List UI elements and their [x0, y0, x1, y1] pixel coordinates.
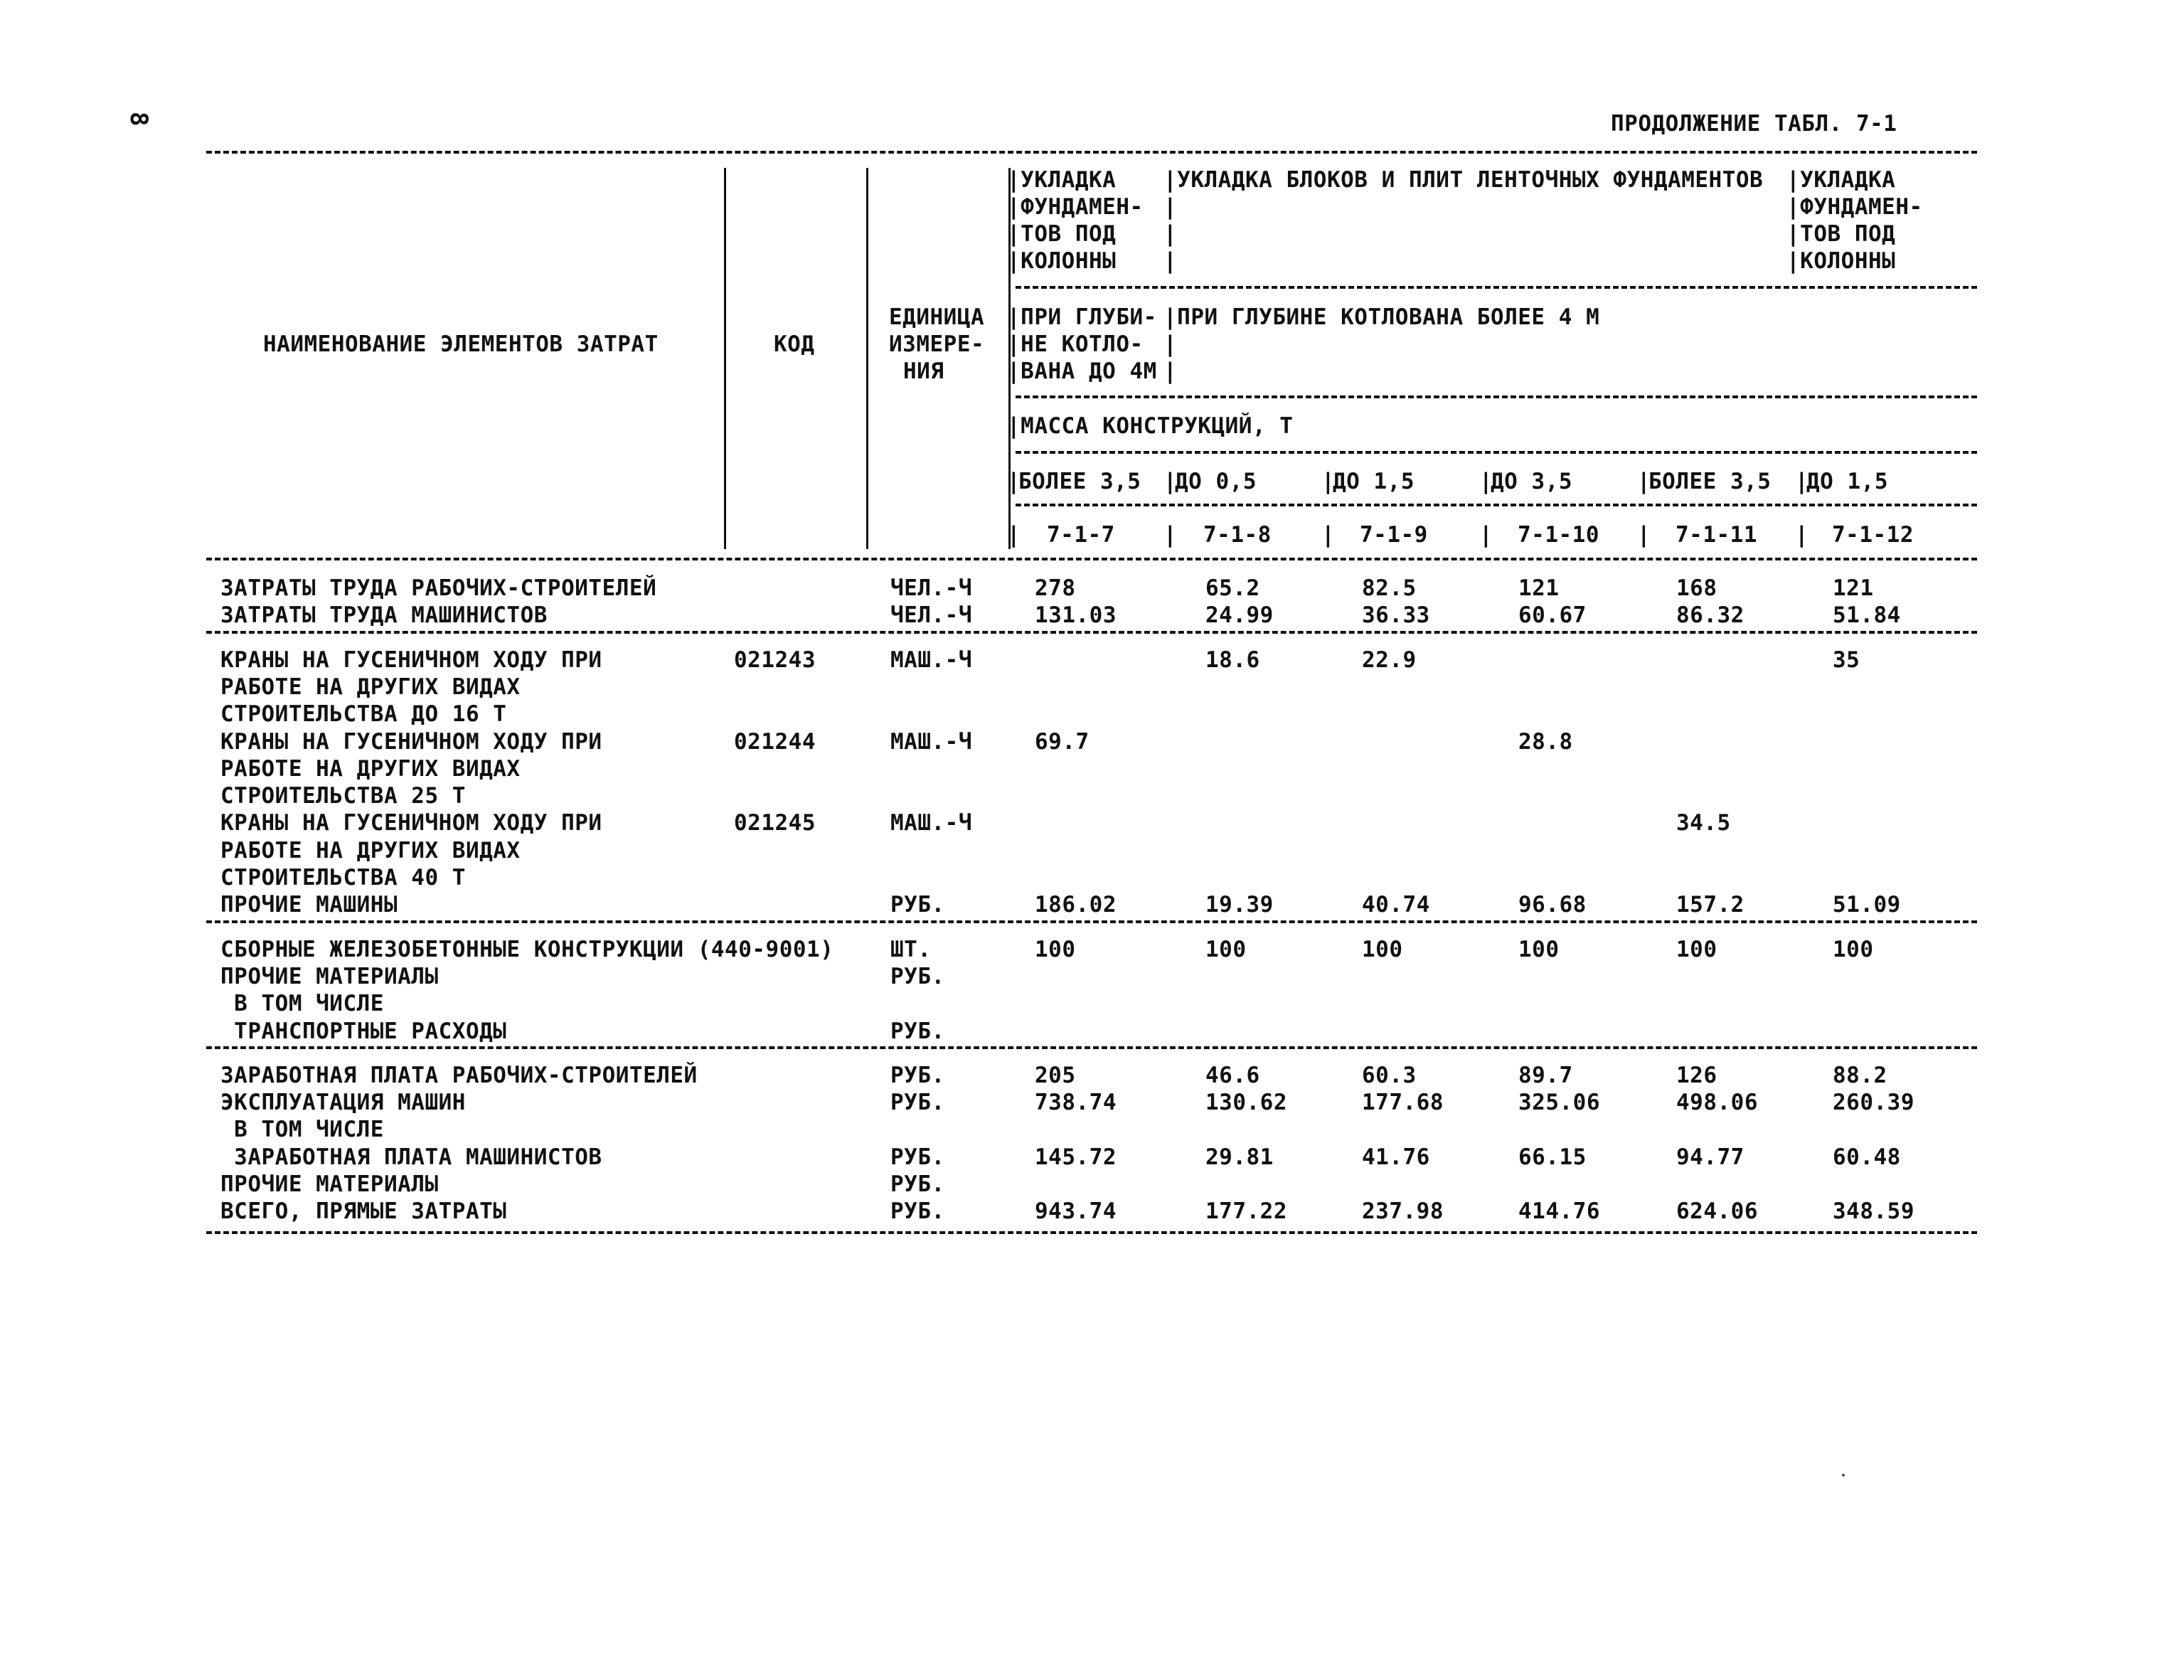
row-name-line: РАБОТЕ НА ДРУГИХ ВИДАХ [220, 674, 521, 700]
row-name-line: В ТОМ ЧИСЛЕ [220, 1117, 384, 1143]
row-value: 41.76 [1362, 1144, 1430, 1170]
code-bar: | [1795, 522, 1809, 548]
depth2-text: ПРИ ГЛУБИНЕ КОТЛОВАНА БОЛЕЕ 4 М [1177, 304, 1600, 330]
group1-text-1: УКЛАДКА [1021, 167, 1117, 193]
range-bar: | [1479, 469, 1493, 494]
group2-text: УКЛАДКА БЛОКОВ И ПЛИТ ЛЕНТОЧНЫХ ФУНДАМЕНТОВ [1177, 167, 1764, 193]
depth1-line-3: |ВАНА ДО 4М [1007, 358, 1157, 384]
row-unit: ЧЕЛ.-Ч [890, 602, 972, 629]
mass-text: МАССА КОНСТРУКЦИЙ, Т [1021, 413, 1294, 439]
code-bar: | [1637, 522, 1651, 548]
row-value: 96.68 [1518, 892, 1587, 918]
row-name-line: ВСЕГО, ПРЯМЫЕ ЗАТРАТЫ [220, 1198, 507, 1225]
section-rule [206, 631, 1977, 634]
row-value: 126 [1676, 1062, 1717, 1088]
row-value: 131.03 [1035, 602, 1117, 629]
row-value: 348.59 [1833, 1198, 1914, 1225]
depth1-text-1: ПРИ ГЛУБИ- [1021, 304, 1157, 330]
row-value: 34.5 [1676, 810, 1731, 836]
range-bar: | [1321, 469, 1336, 494]
row-name-line: ПРОЧИЕ МАТЕРИАЛЫ [220, 1171, 439, 1197]
norm-code: 7-1-7 [1047, 522, 1115, 548]
row-value: 29.81 [1205, 1144, 1274, 1170]
row-name-line: ЗАТРАТЫ ТРУДА РАБОЧИХ-СТРОИТЕЛЕЙ [220, 575, 657, 601]
row-unit: РУБ. [890, 1062, 945, 1088]
row-value: 46.6 [1205, 1062, 1260, 1088]
code-bar: | [1479, 522, 1493, 548]
row-name-line: ЭКСПЛУАТАЦИЯ МАШИН [220, 1090, 466, 1116]
row-value: 35 [1833, 647, 1860, 673]
row-name-line: ПРОЧИЕ МАШИНЫ [220, 892, 398, 918]
row-value: 100 [1205, 936, 1247, 962]
header-rule-ranges [1016, 504, 1977, 506]
row-value: 86.32 [1676, 602, 1744, 629]
row-resource-code: 021243 [734, 647, 816, 673]
row-value: 278 [1035, 575, 1076, 601]
row-value: 36.33 [1362, 602, 1430, 629]
group3-text-4: КОЛОННЫ [1800, 248, 1896, 274]
norm-code: 7-1-8 [1203, 522, 1272, 548]
code-bar: | [1321, 522, 1336, 548]
group3-text-3: ТОВ ПОД [1800, 221, 1896, 247]
row-value: 51.84 [1833, 602, 1901, 629]
table-continuation-title: ПРОДОЛЖЕНИЕ ТАБЛ. 7-1 [1611, 111, 1897, 137]
table-bottom-rule [206, 1231, 1977, 1234]
row-value: 157.2 [1676, 892, 1744, 918]
row-value: 738.74 [1035, 1090, 1117, 1116]
group3-text-2: ФУНДАМЕН- [1800, 194, 1923, 220]
row-resource-code: 021245 [734, 810, 816, 836]
page-number: 8 [124, 112, 153, 127]
row-value: 100 [1035, 936, 1076, 962]
range-label: ДО 1,5 [1333, 469, 1415, 494]
row-value: 51.09 [1833, 892, 1901, 918]
row-unit: РУБ. [890, 1198, 945, 1225]
norm-code: 7-1-10 [1518, 522, 1599, 548]
row-value: 205 [1035, 1062, 1076, 1088]
range-bar: | [1163, 469, 1178, 494]
row-value: 121 [1833, 575, 1874, 601]
row-name-line: ЗАТРАТЫ ТРУДА МАШИНИСТОВ [220, 602, 548, 629]
row-name-line: КРАНЫ НА ГУСЕНИЧНОМ ХОДУ ПРИ [220, 810, 602, 836]
group2-bar-4: | [1163, 248, 1178, 274]
norm-code: 7-1-12 [1832, 522, 1914, 548]
depth1-line-1: |ПРИ ГЛУБИ- [1007, 304, 1157, 330]
row-name-line: СТРОИТЕЛЬСТВА 40 Т [220, 865, 466, 890]
header-col-unit-line-1: ЕДИНИЦА [889, 304, 985, 330]
row-name-line: СБОРНЫЕ ЖЕЛЕЗОБЕТОННЫЕ КОНСТРУКЦИИ (440-9001) [220, 936, 834, 962]
mass-header: |МАССА КОНСТРУКЦИЙ, Т [1007, 413, 1294, 439]
row-name-line: СТРОИТЕЛЬСТВА ДО 16 Т [220, 701, 507, 728]
row-name-line: ЗАРАБОТНАЯ ПЛАТА МАШИНИСТОВ [220, 1144, 602, 1170]
row-name-line: ЗАРАБОТНАЯ ПЛАТА РАБОЧИХ-СТРОИТЕЛЕЙ [220, 1062, 698, 1088]
row-value: 60.67 [1518, 602, 1587, 629]
header-col-code: КОД [774, 331, 815, 357]
row-name-line: ПРОЧИЕ МАТЕРИАЛЫ [220, 963, 439, 989]
row-name-line: В ТОМ ЧИСЛЕ [220, 991, 384, 1017]
group1-line-3: |ТОВ ПОД [1007, 221, 1117, 247]
group1-text-3: ТОВ ПОД [1021, 221, 1117, 247]
row-value: 943.74 [1035, 1198, 1117, 1225]
norm-code: 7-1-9 [1360, 522, 1428, 548]
code-bar: | [1007, 522, 1021, 548]
range-label: БОЛЕЕ 3,5 [1648, 469, 1772, 494]
row-unit: РУБ. [890, 1090, 945, 1116]
group2-bar-2: | [1163, 194, 1178, 220]
section-rule [206, 1046, 1977, 1049]
row-value: 498.06 [1676, 1090, 1758, 1116]
row-name-line: СТРОИТЕЛЬСТВА 25 Т [220, 783, 466, 809]
row-unit: РУБ. [890, 1018, 945, 1044]
row-name-line: РАБОТЕ НА ДРУГИХ ВИДАХ [220, 755, 521, 782]
row-value: 100 [1518, 936, 1560, 962]
depth2-bar-2: | [1163, 331, 1178, 357]
row-name-line: ТРАНСПОРТНЫЕ РАСХОДЫ [220, 1018, 507, 1044]
group3-line-1: |УКЛАДКА [1786, 167, 1896, 193]
row-value: 121 [1518, 575, 1560, 601]
depth1-text-2: НЕ КОТЛО- [1021, 331, 1144, 357]
group3-line-2: |ФУНДАМЕН- [1786, 194, 1923, 220]
row-value: 186.02 [1035, 892, 1117, 918]
header-rule-mass [1016, 451, 1977, 454]
row-name-line: КРАНЫ НА ГУСЕНИЧНОМ ХОДУ ПРИ [220, 728, 602, 755]
row-value: 624.06 [1676, 1198, 1758, 1225]
header-col-unit-line-2: ИЗМЕРЕ- [889, 331, 985, 357]
row-value: 28.8 [1518, 728, 1573, 755]
depth1-text-3: ВАНА ДО 4М [1021, 358, 1157, 384]
group3-line-3: |ТОВ ПОД [1786, 221, 1896, 247]
row-unit: РУБ. [890, 963, 945, 989]
row-value: 89.7 [1518, 1062, 1573, 1088]
row-resource-code: 021244 [734, 728, 816, 755]
header-bottom-rule [206, 558, 1977, 560]
row-unit: РУБ. [890, 1144, 945, 1170]
row-value: 325.06 [1518, 1090, 1600, 1116]
row-value: 88.2 [1833, 1062, 1887, 1088]
scan-speck [1842, 1474, 1845, 1477]
row-value: 145.72 [1035, 1144, 1117, 1170]
range-bar: | [1795, 469, 1809, 494]
depth2-bar-3: | [1163, 358, 1178, 384]
row-value: 18.6 [1205, 647, 1260, 673]
row-value: 414.76 [1518, 1198, 1600, 1225]
row-value: 168 [1676, 575, 1717, 601]
group1-text-2: ФУНДАМЕН- [1021, 194, 1144, 220]
row-value: 94.77 [1676, 1144, 1744, 1170]
row-value: 69.7 [1035, 728, 1090, 755]
row-value: 66.15 [1518, 1144, 1587, 1170]
group3-line-4: |КОЛОННЫ [1786, 248, 1896, 274]
row-value: 40.74 [1362, 892, 1430, 918]
row-unit: ШТ. [890, 936, 932, 962]
row-value: 65.2 [1205, 575, 1260, 601]
row-value: 100 [1362, 936, 1403, 962]
row-value: 19.39 [1205, 892, 1274, 918]
row-unit: РУБ. [890, 1171, 945, 1197]
range-label: ДО 0,5 [1175, 469, 1257, 494]
row-value: 177.68 [1362, 1090, 1444, 1116]
depth1-line-2: |НЕ КОТЛО- [1007, 331, 1144, 357]
row-unit: МАШ.-Ч [890, 728, 972, 755]
group2-bar-3: | [1163, 221, 1178, 247]
header-rule-depth [1016, 395, 1977, 398]
group1-line-4: |КОЛОННЫ [1007, 248, 1117, 274]
header-rule-groups [1016, 286, 1977, 289]
header-col-unit-line-3: НИЯ [903, 358, 944, 384]
header-sep-code-unit [866, 168, 868, 549]
group1-text-4: КОЛОННЫ [1021, 248, 1117, 274]
row-value: 237.98 [1362, 1198, 1444, 1225]
header-col-name: НАИМЕНОВАНИЕ ЭЛЕМЕНТОВ ЗАТРАТ [263, 331, 659, 357]
code-bar: | [1163, 522, 1178, 548]
range-label: ДО 1,5 [1806, 469, 1888, 494]
range-bar: | [1637, 469, 1651, 494]
range-bar: | [1007, 469, 1021, 494]
row-value: 130.62 [1205, 1090, 1287, 1116]
norm-code: 7-1-11 [1676, 522, 1757, 548]
range-label: БОЛЕЕ 3,5 [1018, 469, 1141, 494]
row-name-line: КРАНЫ НА ГУСЕНИЧНОМ ХОДУ ПРИ [220, 647, 602, 673]
row-value: 100 [1833, 936, 1874, 962]
row-value: 177.22 [1205, 1198, 1287, 1225]
group2-header: |УКЛАДКА БЛОКОВ И ПЛИТ ЛЕНТОЧНЫХ ФУНДАМЕНТОВ [1163, 167, 1764, 193]
header-sep-name-code [724, 168, 726, 549]
group3-text-1: УКЛАДКА [1800, 167, 1896, 193]
group1-line-1: |УКЛАДКА [1007, 167, 1117, 193]
row-unit: ЧЕЛ.-Ч [890, 575, 972, 601]
row-value: 260.39 [1833, 1090, 1914, 1116]
header-top-rule [206, 151, 1977, 154]
section-rule [206, 920, 1977, 923]
row-value: 60.3 [1362, 1062, 1417, 1088]
range-label: ДО 3,5 [1491, 469, 1572, 494]
row-value: 100 [1676, 936, 1717, 962]
row-value: 22.9 [1362, 647, 1417, 673]
row-value: 24.99 [1205, 602, 1274, 629]
depth2-header: |ПРИ ГЛУБИНЕ КОТЛОВАНА БОЛЕЕ 4 М [1163, 304, 1600, 330]
row-unit: МАШ.-Ч [890, 647, 972, 673]
row-name-line: РАБОТЕ НА ДРУГИХ ВИДАХ [220, 837, 521, 863]
group1-line-2: |ФУНДАМЕН- [1007, 194, 1144, 220]
row-value: 60.48 [1833, 1144, 1901, 1170]
row-unit: РУБ. [890, 892, 945, 918]
row-value: 82.5 [1362, 575, 1417, 601]
row-unit: МАШ.-Ч [890, 810, 972, 836]
